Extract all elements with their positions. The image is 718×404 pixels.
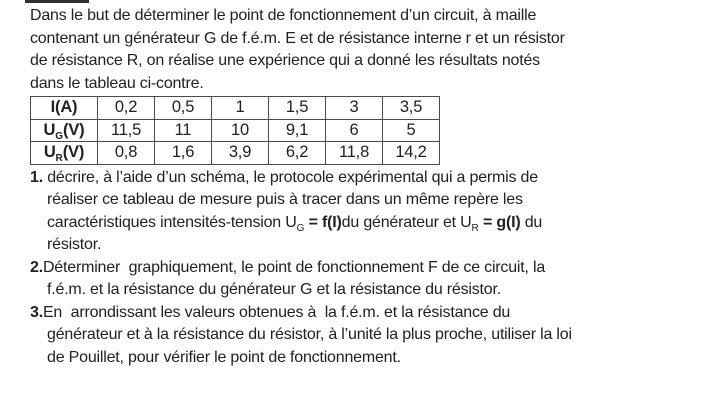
text-run: générateur et à la résistance du résistor, à l’unité la plus proche, utiliser la loi bbox=[47, 326, 572, 343]
text-run: caractéristiques intensités-tension U bbox=[47, 213, 297, 231]
row-header: I(A) bbox=[31, 97, 98, 120]
text-run: G bbox=[296, 222, 305, 234]
row-header-subscript: G bbox=[55, 130, 64, 142]
table-cell: 6 bbox=[326, 119, 383, 142]
row-header-subscript: R bbox=[55, 153, 63, 165]
table-cell: 1,6 bbox=[155, 142, 212, 165]
table-cell: 1 bbox=[212, 97, 269, 120]
intro-line: contenant un générateur G de f.é.m. E et de résistance interne r et un résistor bbox=[30, 29, 565, 47]
question-line bbox=[30, 212, 712, 235]
intro-line: Dans le but de déterminer le point de fonctionnement d’un circuit, à maille bbox=[30, 7, 537, 24]
question-line bbox=[30, 279, 712, 302]
question-line bbox=[30, 257, 712, 280]
intro-line: de résistance R, on réalise une expérience qui a donné les résultats notés bbox=[30, 52, 540, 69]
table-cell: 3,9 bbox=[212, 142, 269, 165]
text-run: R bbox=[471, 222, 479, 234]
text-run: de Pouillet, pour vérifier le point de fonctionnement. bbox=[47, 348, 401, 366]
text-run: résistor. bbox=[47, 236, 102, 253]
question-line bbox=[30, 347, 712, 370]
question-item bbox=[30, 257, 712, 302]
table-cell: 3,5 bbox=[383, 97, 440, 120]
row-header: $U_R(V)$ bbox=[31, 142, 98, 165]
text-run: décrire, à l’aide d’un schéma, le protocole expérimental qui a permis de bbox=[42, 168, 538, 186]
text-run: Déterminer graphiquement, le point de fonctionnement F de ce circuit, la bbox=[42, 258, 546, 276]
item-number: 1. bbox=[30, 168, 43, 186]
text-run: En arrondissant les valeurs obtenues à la f.é.m. et la résistance du bbox=[42, 303, 511, 321]
table-row bbox=[31, 142, 440, 165]
text-run-bold: = f(I) bbox=[308, 213, 342, 231]
row-header: $U_G(V)$ bbox=[31, 119, 98, 142]
question-line bbox=[30, 167, 712, 190]
table-cell: 11,8 bbox=[326, 142, 383, 165]
table-cell: 11,5 bbox=[98, 119, 155, 142]
question-line bbox=[30, 324, 712, 347]
measurement-table bbox=[30, 96, 440, 165]
item-number: 2. bbox=[30, 258, 43, 276]
table-cell: 1,5 bbox=[269, 97, 326, 120]
question-item bbox=[30, 302, 712, 370]
table-cell: 0,8 bbox=[98, 142, 155, 165]
question-line bbox=[30, 234, 712, 257]
table-cell: 3 bbox=[326, 97, 383, 120]
text-run: du générateur et U bbox=[341, 213, 472, 231]
table-cell: 10 bbox=[212, 119, 269, 142]
text-run-bold: = g(I) bbox=[482, 213, 521, 231]
intro-paragraph bbox=[30, 5, 712, 95]
text-run: du bbox=[520, 213, 543, 231]
table-cell: 14,2 bbox=[383, 142, 440, 165]
table-cell: 0,2 bbox=[98, 97, 155, 120]
text-run: f.é.m. et la résistance du générateur G et la résistance du résistor. bbox=[47, 281, 501, 298]
table-cell: 5 bbox=[383, 119, 440, 142]
measurement-table-body bbox=[31, 97, 440, 165]
item-number: 3. bbox=[30, 303, 43, 321]
table-cell: 6,2 bbox=[269, 142, 326, 165]
table-cell: 11 bbox=[155, 119, 212, 142]
intro-line: dans le tableau ci-contre. bbox=[30, 74, 204, 92]
cropped-ui-fragment bbox=[25, 0, 89, 3]
text-run: réaliser ce tableau de mesure puis à tracer dans un même repère les bbox=[47, 191, 523, 208]
question-list bbox=[30, 167, 712, 370]
question-item bbox=[30, 167, 712, 257]
question-line bbox=[30, 302, 712, 325]
question-line bbox=[30, 189, 712, 212]
table-cell: 0,5 bbox=[155, 97, 212, 120]
table-cell: 9,1 bbox=[269, 119, 326, 142]
table-row bbox=[31, 119, 440, 142]
table-row bbox=[31, 97, 440, 120]
